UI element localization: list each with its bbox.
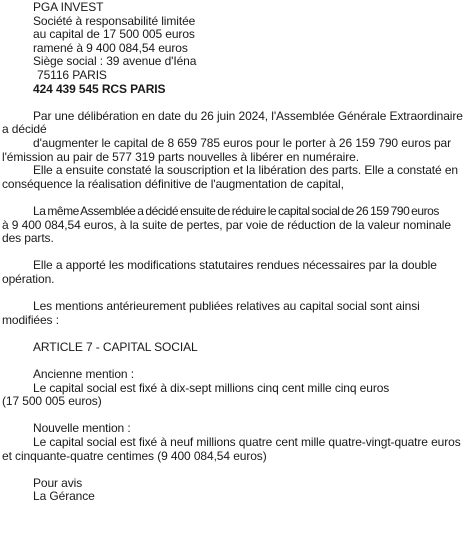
text-line: des parts. xyxy=(2,231,54,246)
text-line: l'émission au pair de 577 319 parts nouvelles à libérer en numéraire. xyxy=(2,149,359,164)
company-city: 75116 PARIS xyxy=(37,67,107,82)
text-line: Le capital social est fixé à neuf millions quatre cent mille quatre-vingt-quatre euros xyxy=(33,435,461,449)
spacer xyxy=(2,246,471,260)
text-line: Elle a apporté les modifications statutaires rendues nécessaires par la double xyxy=(33,258,437,273)
company-capital-reduced: ramené à 9 400 084,54 euros xyxy=(33,40,188,55)
company-seat: Siège social : 39 avenue d'Iéna xyxy=(33,54,197,69)
text-line: conséquence la réalisation définitive de l'augmentation de capital, xyxy=(2,176,344,191)
article-heading xyxy=(2,341,471,355)
spacer xyxy=(2,96,471,110)
text-line: Le capital social est fixé à dix-sept millions cinq cent mille cinq euros xyxy=(33,380,390,395)
new-mention xyxy=(2,422,471,463)
text-line: Elle a ensuite constaté la souscription et la libération des parts. Elle a constaté en xyxy=(33,163,458,178)
spacer xyxy=(2,191,471,205)
old-mention xyxy=(2,368,471,409)
text-line: Par une délibération en date du 26 juin 2024, l'Assemblée Générale Extraordinaire xyxy=(33,108,463,123)
text-line: Les mentions antérieurement publiées relatives au capital social sont ainsi xyxy=(33,299,420,314)
paragraph-reduction xyxy=(2,205,471,246)
text-line: (17 500 005 euros) xyxy=(2,394,102,409)
company-form: Société à responsabilité limitée xyxy=(33,13,196,28)
text-line: à 9 400 084,54 euros, à la suite de pertes, par voie de réduction de la valeur nominale xyxy=(2,217,451,232)
paragraph-mentions xyxy=(2,300,471,327)
text-line: et cinquante-quatre centimes (9 400 084,54 euros) xyxy=(2,448,267,463)
closing xyxy=(2,477,471,504)
company-name: PGA INVEST xyxy=(33,0,104,14)
spacer xyxy=(2,286,471,300)
spacer xyxy=(2,327,471,341)
company-rcs: 424 439 545 RCS PARIS xyxy=(33,81,166,96)
paragraph-deliberation xyxy=(2,110,471,164)
new-mention-title: Nouvelle mention : xyxy=(33,421,131,436)
spacer xyxy=(2,409,471,423)
text-line: a décidé xyxy=(2,122,47,137)
text-line: opération. xyxy=(2,271,55,286)
article-title: ARTICLE 7 - CAPITAL SOCIAL xyxy=(33,339,198,354)
company-capital: au capital de 17 500 005 euros xyxy=(33,27,195,42)
paragraph-modifications xyxy=(2,259,471,286)
closing-line: Pour avis xyxy=(33,475,83,490)
spacer xyxy=(2,463,471,477)
old-mention-title: Ancienne mention : xyxy=(33,367,134,382)
text-line: d'augmenter le capital de 8 659 785 euros pour le porter à 26 159 790 euros par xyxy=(33,135,452,150)
paragraph-subscription xyxy=(2,164,471,191)
text-line: La même Assemblée a décidé ensuite de réduire le capital social de 26 159 790 euros xyxy=(33,203,439,218)
spacer xyxy=(2,354,471,368)
company-header xyxy=(2,1,471,96)
text-line: modifiées : xyxy=(2,312,59,327)
signature-line: La Gérance xyxy=(33,489,95,504)
